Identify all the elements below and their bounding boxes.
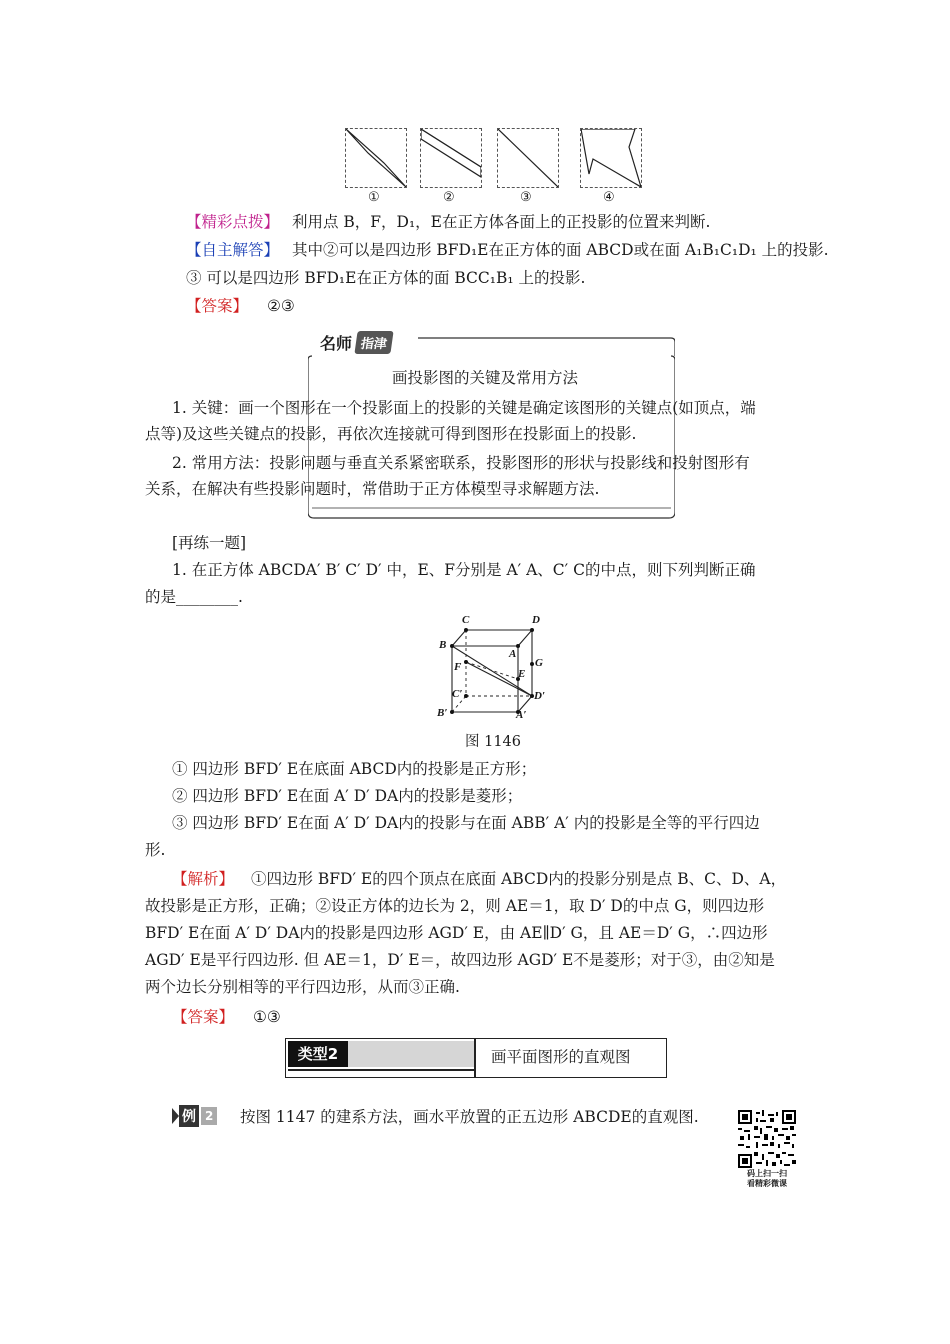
type-title: 画平面图形的直观图	[491, 1048, 631, 1066]
option-3-line1: ③ 四边形 BFD′ E在面 A′ D′ DA内的投影与在面 ABB′ A′ 内的投影是全等的平行四边	[172, 814, 760, 832]
figure-label-2: ②	[443, 190, 455, 205]
figure-label-1: ①	[368, 190, 380, 205]
cube-label-f: F	[454, 661, 462, 673]
qr-caption-1: 码上扫一扫	[747, 1169, 787, 1178]
projection-figure-1	[345, 128, 407, 188]
type-divider	[474, 1039, 476, 1077]
self-answer-tag: 【自主解答】	[186, 241, 280, 259]
example-badge-label: 例	[179, 1105, 199, 1127]
analysis-text-5: 两个边长分别相等的平行四边形，从而③正确.	[145, 978, 460, 996]
figure-label-3: ③	[520, 190, 532, 205]
example-badge	[172, 1105, 217, 1127]
answer-2-tag: 【答案】	[172, 1008, 235, 1026]
cube-label-d: D	[532, 614, 540, 626]
option-1: ① 四边形 BFD′ E在底面 ABCD内的投影是正方形；	[172, 760, 537, 778]
self-answer-text-2: ③ 可以是四边形 BFD₁E在正方体的面 BCC₁B₁ 上的投影.	[186, 269, 586, 287]
cube-label-b1: B′	[437, 707, 448, 719]
analysis-text-1: ①四边形 BFD′ E的四个顶点在底面 ABCD内的投影分别是点 B、C、D、A，	[250, 870, 787, 888]
type-underline	[288, 1069, 474, 1071]
practice-question-line2: 的是________.	[145, 588, 243, 606]
cube-label-b: B	[439, 639, 447, 651]
option-2: ② 四边形 BFD′ E在面 A′ D′ DA内的投影是菱形；	[172, 787, 523, 805]
self-answer-line-1	[186, 240, 829, 260]
qr-caption-2: 看精彩微课	[747, 1179, 787, 1188]
answer-2	[172, 1007, 281, 1027]
cube-label-a: A	[509, 648, 517, 660]
answer-1	[186, 296, 295, 316]
type-header	[285, 1038, 667, 1078]
cube-label-c1: C′	[452, 688, 463, 700]
example-arrow-icon	[172, 1108, 179, 1124]
qr-caption	[736, 1169, 798, 1189]
answer-1-text: ②③	[266, 297, 295, 315]
mingshi-badge	[320, 330, 392, 354]
figure-label-4: ④	[603, 190, 615, 205]
self-answer-text-1: 其中②可以是四边形 BFD₁E在正方体的面 ABCD或在面 A₁B₁C₁D₁ 上的投影.	[291, 241, 829, 259]
tips-text: 利用点 B，F，D₁，E在正方体各面上的正投影的位置来判断.	[291, 213, 711, 231]
mingshi-p2-line2: 关系，在解决有些投影问题时，常借助于正方体模型寻求解题方法.	[145, 480, 600, 498]
mingshi-title: 画投影图的关键及常用方法	[392, 369, 579, 387]
type-label-bar	[348, 1041, 474, 1067]
qr-code-icon[interactable]	[738, 1110, 796, 1168]
analysis-text-4: AGD′ E是平行四边形. 但 AE＝1，D′ E＝，故四边形 AGD′ E不是菱形；对于③，由②知是	[145, 951, 775, 969]
cube-label-a1: A′	[516, 709, 527, 721]
cube-svg	[432, 612, 552, 722]
mingshi-p1-line1: 1. 关键：画一个图形在一个投影面上的投影的关键是确定该图形的关键点(如顶点，端	[172, 399, 756, 417]
cube-label-d1: D′	[534, 690, 546, 702]
projection-figure-2	[420, 128, 482, 188]
cube-label-e: E	[518, 668, 526, 680]
mingshi-badge-a: 名师	[320, 333, 353, 353]
cube-label-c: C	[462, 614, 470, 626]
answer-1-tag: 【答案】	[186, 297, 249, 315]
practice-question-line1: 1. 在正方体 ABCDA′ B′ C′ D′ 中，E、F分别是 A′ A、C′ C的中点，则下列判断正确	[172, 561, 756, 579]
mingshi-badge-b: 指津	[354, 331, 393, 354]
example-badge-number: 2	[201, 1107, 217, 1125]
tips-paragraph	[186, 212, 710, 232]
analysis-text-2: 故投影是正方形，正确；②设正方体的边长为 2，则 AE＝1，取 D′ D的中点 G，则四边形	[145, 897, 765, 915]
practice-header: [再练一题]	[172, 534, 247, 552]
projection-figure-4	[580, 128, 642, 188]
type-label: 类型2	[288, 1041, 348, 1067]
projection-figure-3	[497, 128, 559, 188]
cube-label-g: G	[535, 657, 543, 669]
mingshi-p1-line2: 点等)及这些关键点的投影，再依次连接就可得到图形在投影面上的投影.	[145, 425, 637, 443]
tips-tag: 【精彩点拨】	[186, 213, 280, 231]
answer-2-text: ①③	[252, 1008, 281, 1026]
option-3-line2: 形.	[145, 841, 166, 859]
cube-figure	[432, 612, 552, 722]
analysis-line-1	[172, 869, 786, 889]
mingshi-p2-line1: 2. 常用方法：投影问题与垂直关系紧密联系，投影图形的形状与投影线和投射图形有	[172, 454, 750, 472]
example-text: 按图 1147 的建系方法，画水平放置的正五边形 ABCDE的直观图.	[240, 1108, 699, 1126]
figure-caption: 图 1146	[465, 734, 522, 750]
analysis-tag: 【解析】	[172, 870, 235, 888]
analysis-text-3: BFD′ E在面 A′ D′ DA内的投影是四边形 AGD′ E，由 AE∥D′ G，且 AE＝D′ G，∴四边形	[145, 924, 768, 942]
